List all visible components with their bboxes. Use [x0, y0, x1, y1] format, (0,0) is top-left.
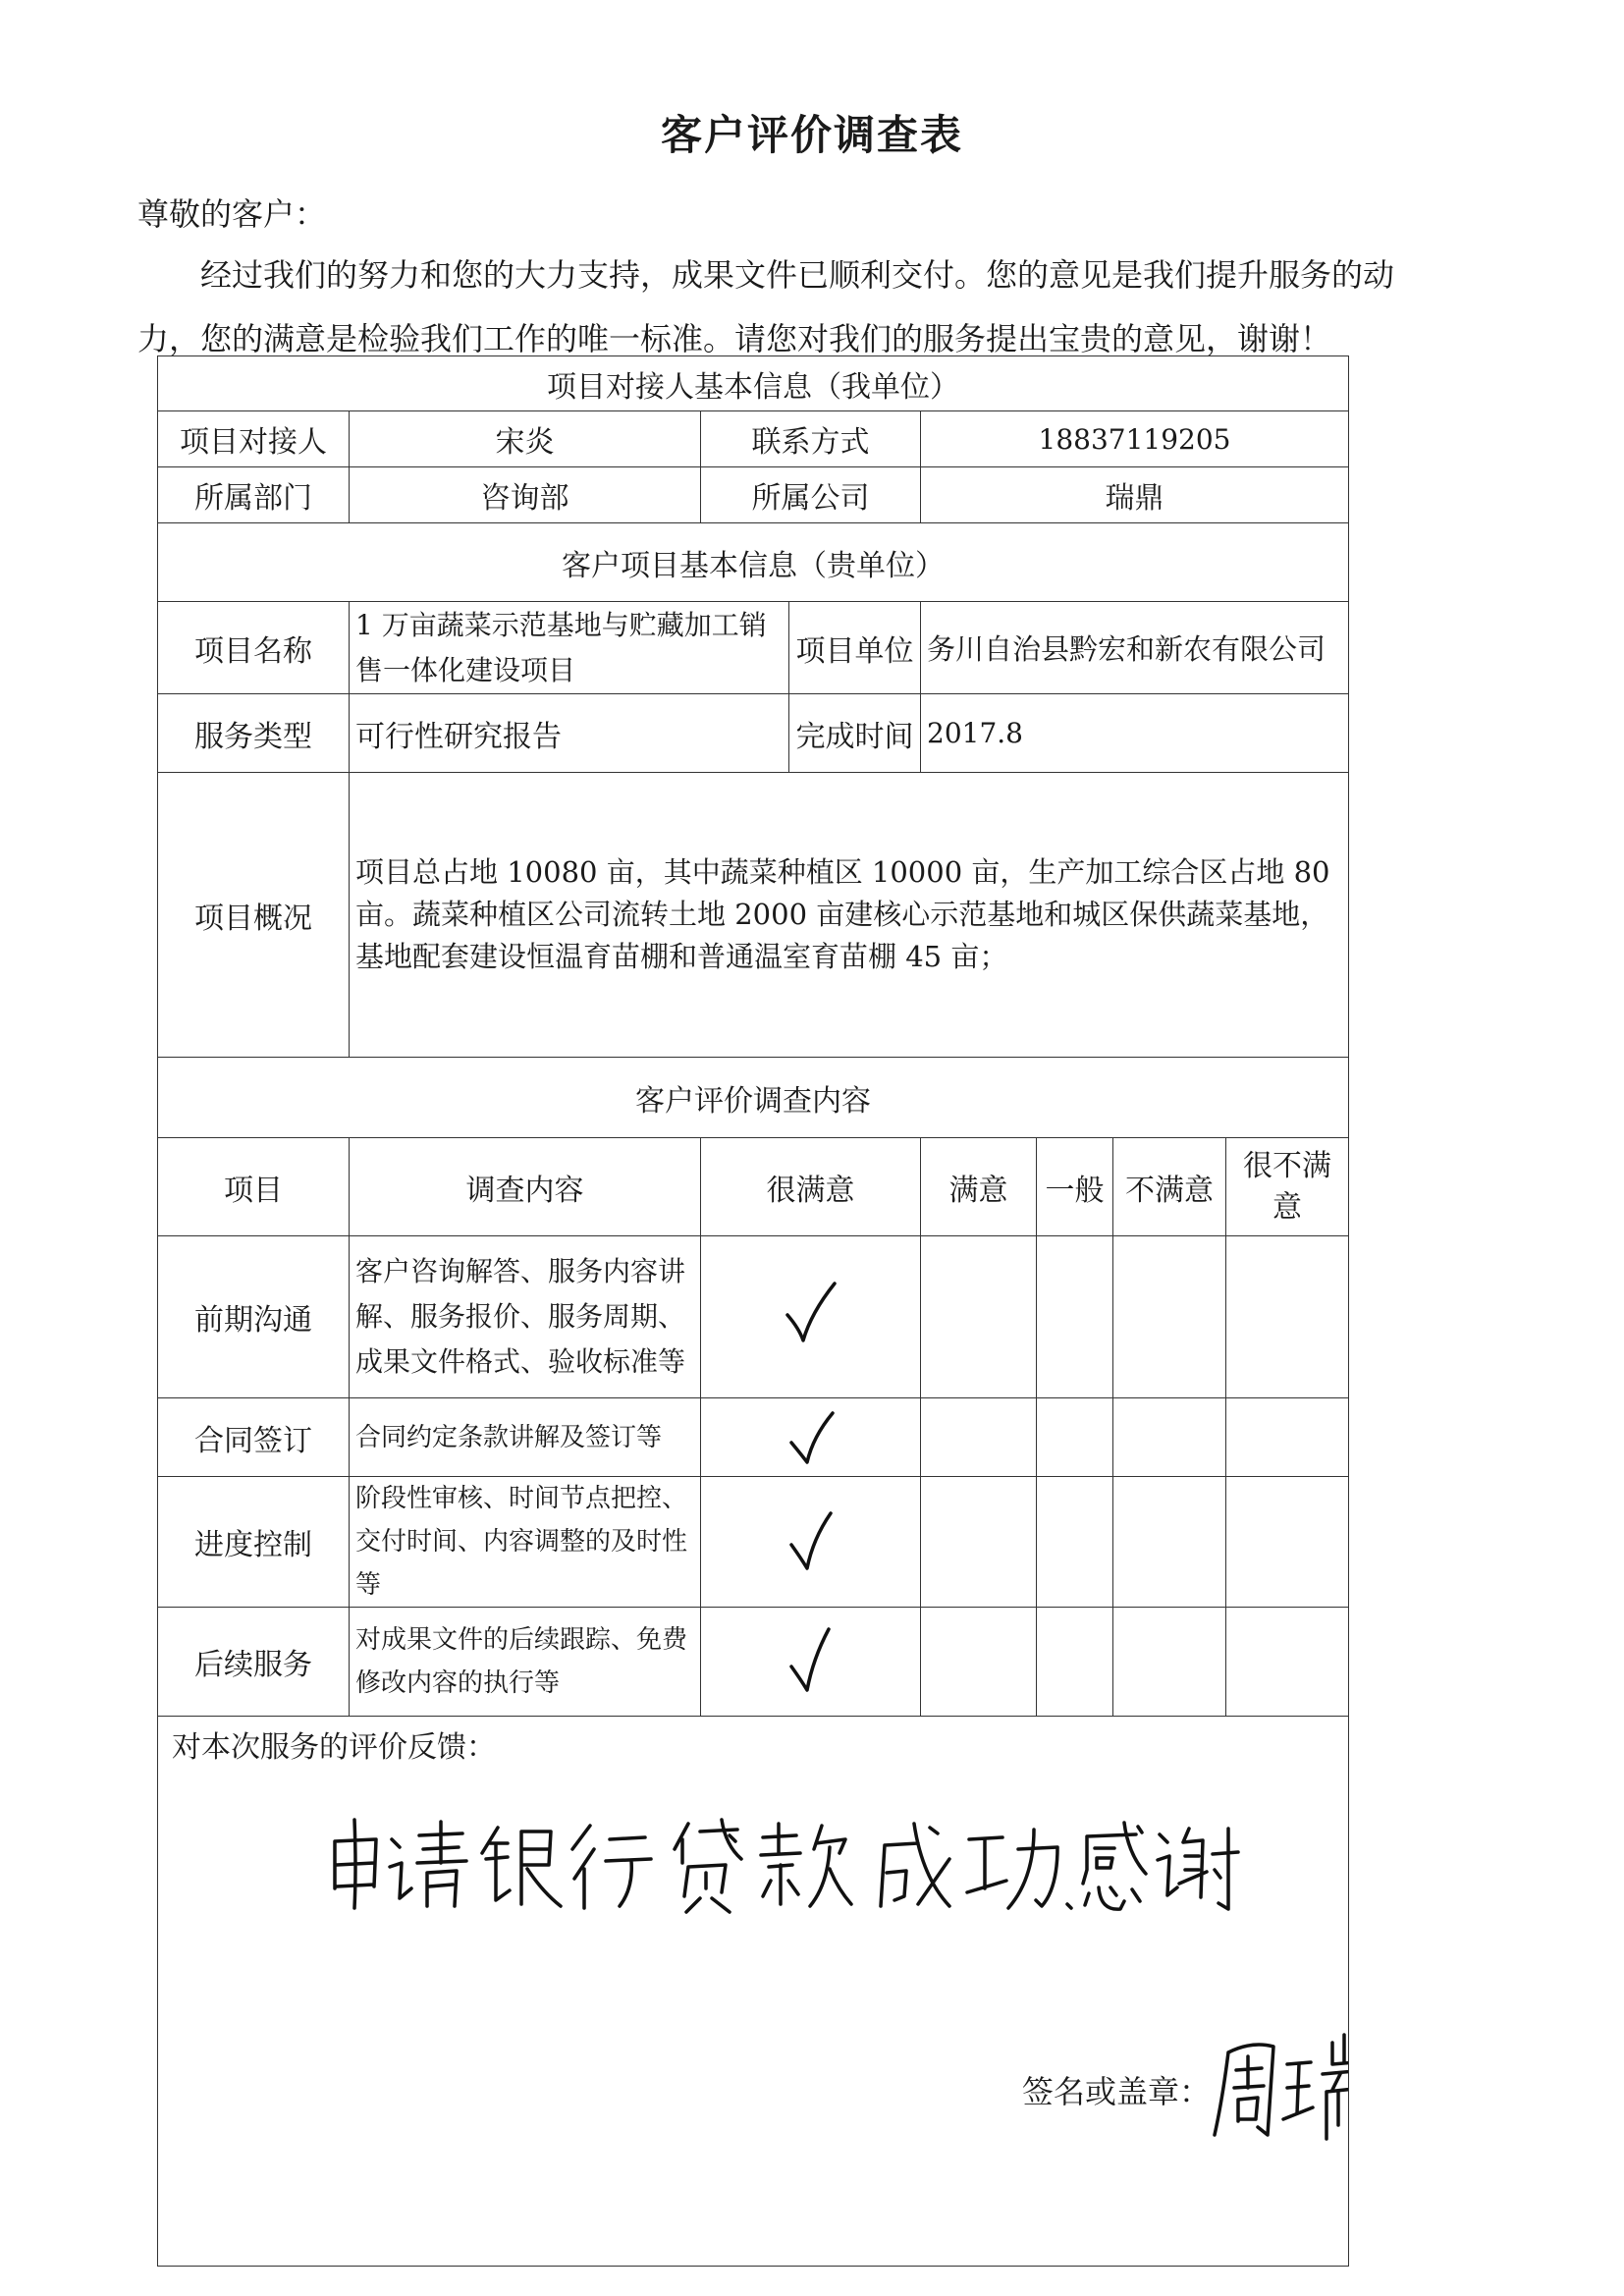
rating-satisfied[interactable]: [921, 1477, 1037, 1608]
completion-value: 2017.8: [921, 694, 1349, 773]
phone-label: 联系方式: [701, 411, 921, 467]
rating-unsatisfied[interactable]: [1113, 1236, 1226, 1398]
rating-very-satisfied[interactable]: [701, 1398, 921, 1477]
rating-average[interactable]: [1037, 1477, 1113, 1608]
rating-unsatisfied[interactable]: [1113, 1477, 1226, 1608]
row-content: 合同约定条款讲解及签订等: [350, 1398, 701, 1477]
feedback-label: 对本次服务的评价反馈：: [172, 1730, 496, 1765]
handwritten-feedback-thanks: [1081, 1815, 1248, 1923]
overview-value: 项目总占地 10080 亩，其中蔬菜种植区 10000 亩，生产加工综合区占地 80 亩。蔬菜种植区公司流转土地 2000 亩建核心示范基地和城区保供蔬菜基地，基地配套建设恒温育苗棚和普通温室育苗棚 45 亩；: [350, 773, 1349, 1058]
our-info-header: 项目对接人基本信息（我单位）: [158, 356, 1349, 411]
row-item: 合同签订: [158, 1398, 350, 1477]
row-item: 前期沟通: [158, 1236, 350, 1398]
project-unit-label: 项目单位: [789, 602, 921, 694]
dept-value: 咨询部: [350, 467, 701, 523]
rating-satisfied[interactable]: [921, 1236, 1037, 1398]
checkmark-icon: [782, 1407, 840, 1468]
salutation: 尊敬的客户：: [137, 195, 327, 233]
handwritten-feedback: [325, 1810, 1130, 1918]
handwritten-signature: [1209, 2031, 1349, 2149]
row-content: 阶段性审核、时间节点把控、交付时间、内容调整的及时性等: [350, 1477, 701, 1608]
column-unsatisfied: 不满意: [1113, 1138, 1226, 1236]
dept-label: 所属部门: [158, 467, 350, 523]
rating-satisfied[interactable]: [921, 1608, 1037, 1717]
project-unit-value: 务川自治县黔宏和新农有限公司: [921, 602, 1349, 694]
column-satisfied: 满意: [921, 1138, 1037, 1236]
survey-table: [157, 355, 1349, 2267]
contact-label: 项目对接人: [158, 411, 350, 467]
client-info-header: 客户项目基本信息（贵单位）: [158, 523, 1349, 602]
rating-average[interactable]: [1037, 1608, 1113, 1717]
rating-very-unsatisfied[interactable]: [1226, 1398, 1349, 1477]
rating-average[interactable]: [1037, 1236, 1113, 1398]
rating-unsatisfied[interactable]: [1113, 1398, 1226, 1477]
rating-very-satisfied[interactable]: [701, 1236, 921, 1398]
rating-very-unsatisfied[interactable]: [1226, 1477, 1349, 1608]
company-label: 所属公司: [701, 467, 921, 523]
column-very-satisfied: 很满意: [701, 1138, 921, 1236]
service-type-value: 可行性研究报告: [350, 694, 789, 773]
document-title: 客户评价调查表: [660, 111, 963, 159]
column-very-unsatisfied: 很不满意: [1226, 1138, 1349, 1236]
rating-very-satisfied[interactable]: [701, 1608, 921, 1717]
column-average: 一般: [1037, 1138, 1113, 1236]
rating-average[interactable]: [1037, 1398, 1113, 1477]
column-item: 项目: [158, 1138, 350, 1236]
rating-very-satisfied[interactable]: [701, 1477, 921, 1608]
signature-label: 签名或盖章：: [1022, 2073, 1212, 2110]
rating-very-unsatisfied[interactable]: [1226, 1608, 1349, 1717]
checkmark-icon: [782, 1507, 840, 1576]
completion-label: 完成时间: [789, 694, 921, 773]
contact-value: 宋炎: [350, 411, 701, 467]
company-value: 瑞鼎: [921, 467, 1349, 523]
rating-unsatisfied[interactable]: [1113, 1608, 1226, 1717]
rating-satisfied[interactable]: [921, 1398, 1037, 1477]
intro-paragraph: 经过我们的努力和您的大力支持，成果文件已顺利交付。您的意见是我们提升服务的动力，您的满意是检验我们工作的唯一标准。请您对我们的服务提出宝贵的意见，谢谢！: [137, 256, 1395, 357]
row-content: 客户咨询解答、服务内容讲解、服务报价、服务周期、成果文件格式、验收标准等: [350, 1236, 701, 1398]
phone-value: 18837119205: [921, 411, 1349, 467]
column-content: 调查内容: [350, 1138, 701, 1236]
service-type-label: 服务类型: [158, 694, 350, 773]
project-name-label: 项目名称: [158, 602, 350, 694]
overview-label: 项目概况: [158, 773, 350, 1058]
row-content: 对成果文件的后续跟踪、免费修改内容的执行等: [350, 1608, 701, 1717]
rating-very-unsatisfied[interactable]: [1226, 1236, 1349, 1398]
checkmark-icon: [782, 1625, 840, 1698]
project-name-value: 1 万亩蔬菜示范基地与贮藏加工销售一体化建设项目: [350, 602, 789, 694]
row-item: 进度控制: [158, 1477, 350, 1608]
row-item: 后续服务: [158, 1608, 350, 1717]
feedback-area[interactable]: [158, 1717, 1349, 2267]
evaluation-header: 客户评价调查内容: [158, 1058, 1349, 1138]
checkmark-icon: [772, 1278, 850, 1356]
